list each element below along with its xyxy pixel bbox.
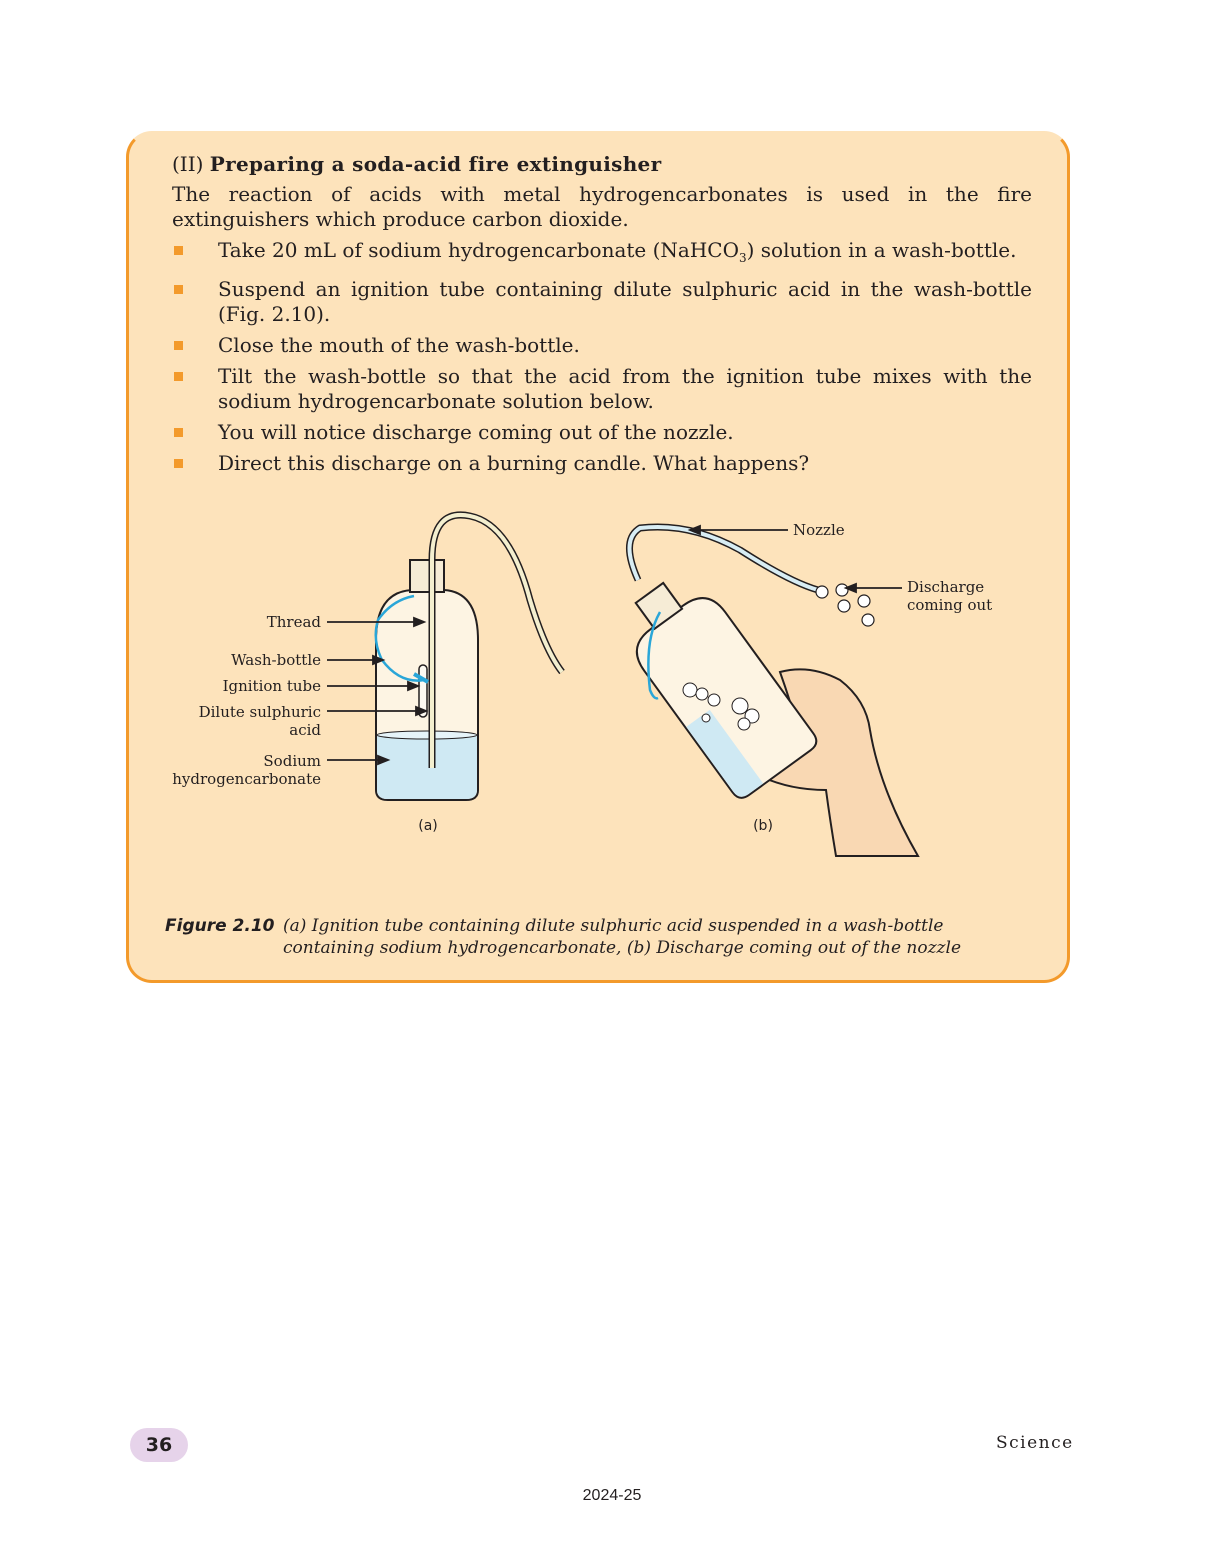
label-nozzle: Nozzle	[793, 521, 845, 539]
page-number: 36	[130, 1428, 188, 1462]
figure-illustration	[160, 505, 1040, 865]
label-wash-bottle: Wash-bottle	[231, 651, 321, 669]
bullet-icon	[174, 372, 183, 381]
label-dilute-line1: Dilute sulphuric	[198, 703, 321, 721]
bullet-icon	[174, 341, 183, 350]
list-item: Take 20 mL of sodium hydrogencarbonate (NaHCO$_3$) solution in a wash-bottle.	[172, 238, 1032, 271]
label-thread: Thread	[266, 613, 321, 631]
section-number: (II)	[172, 152, 204, 176]
discharge-puffs	[816, 584, 874, 626]
label-discharge-line2: coming out	[907, 596, 993, 614]
bullet-icon	[174, 428, 183, 437]
caption-text: (a) Ignition tube containing dilute sulphuric acid suspended in a wash-bottle containing sodium hydrogencarbonate, (b) Discharge coming out of the nozzle	[283, 916, 962, 958]
sublabel-a: (a)	[418, 818, 438, 834]
bullet-icon	[174, 285, 183, 294]
label-dilute-line2: acid	[289, 721, 321, 739]
sublabel-b: (b)	[753, 818, 773, 834]
wash-bottle-a	[376, 515, 562, 800]
list-item: Close the mouth of the wash-bottle.	[172, 333, 1032, 358]
intro-paragraph: The reaction of acids with metal hydrogencarbonates is used in the fire extinguishers which produce carbon dioxide.	[172, 182, 1032, 231]
section-title: Preparing a soda-acid fire extinguisher	[209, 152, 662, 176]
section-heading	[172, 151, 661, 177]
caption-title: Figure 2.10	[165, 916, 275, 936]
label-sodium-line2: hydrogencarbonate	[172, 770, 321, 788]
book-title: Science	[996, 1433, 1074, 1453]
list-item: Suspend an ignition tube containing dilute sulphuric acid in the wash-bottle (Fig. 2.10).	[172, 277, 1032, 327]
bullet-icon	[174, 459, 183, 468]
list-item: Tilt the wash-bottle so that the acid from the ignition tube mixes with the sodium hydrogencarbonate solution below.	[172, 364, 1032, 414]
steps-list	[172, 238, 1032, 482]
label-ignition-tube: Ignition tube	[222, 677, 321, 695]
label-sodium-line1: Sodium	[263, 752, 321, 770]
label-discharge-line1: Discharge	[907, 578, 985, 596]
bullet-icon	[174, 246, 183, 255]
edition-year: 2024-25	[582, 1487, 642, 1504]
list-item: You will notice discharge coming out of the nozzle.	[172, 420, 1032, 445]
list-item: Direct this discharge on a burning candle. What happens?	[172, 451, 1032, 476]
